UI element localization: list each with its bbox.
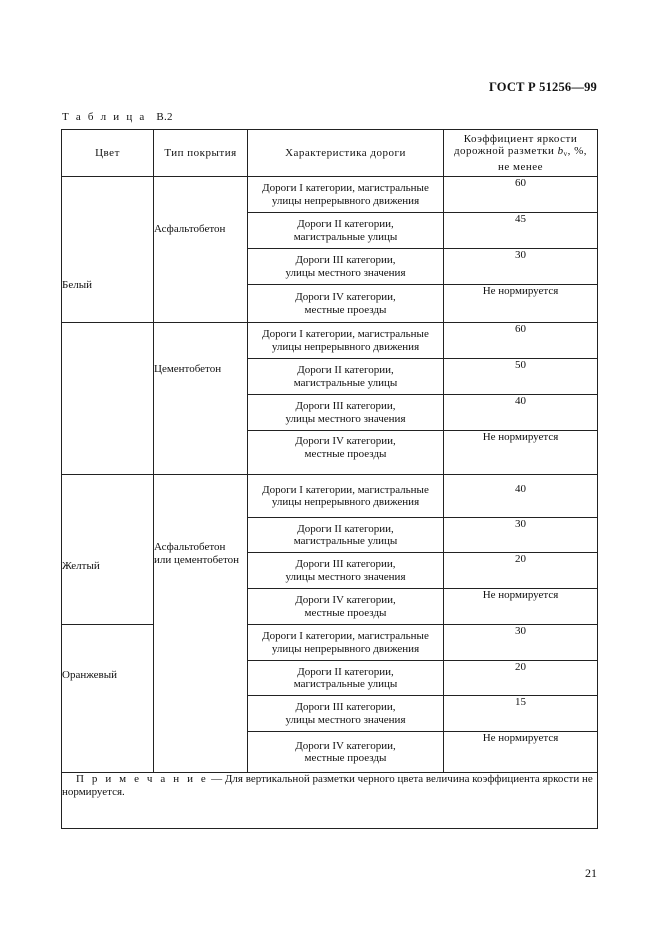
road-cell: Дороги III категории, улицы местного значения bbox=[248, 553, 444, 589]
value-cell: 60 bbox=[444, 177, 598, 213]
surface-cell-asphalt: Асфальтобетон bbox=[154, 177, 248, 323]
page-number: 21 bbox=[585, 866, 597, 880]
color-cell-white: Белый bbox=[62, 177, 154, 323]
header-surface: Тип покрытия bbox=[154, 130, 248, 177]
header-color: Цвет bbox=[62, 130, 154, 177]
table-row bbox=[62, 177, 598, 213]
road-cell: Дороги IV категории, местные проезды bbox=[248, 431, 444, 475]
value-cell: 20 bbox=[444, 553, 598, 589]
road-cell: Дороги II категории, магистральные улицы bbox=[248, 213, 444, 249]
note-text: — Для вертикальной разметки черного цвета величина коэффициента яркости не нормируется. bbox=[62, 773, 593, 798]
road-cell: Дороги II категории, магистральные улицы bbox=[248, 661, 444, 696]
table-note-row bbox=[62, 773, 598, 829]
road-cell: Дороги IV категории, местные проезды bbox=[248, 285, 444, 323]
value-cell: 40 bbox=[444, 475, 598, 518]
coefficient-symbol: b bbox=[557, 145, 564, 158]
document-header: ГОСТ Р 51256—99 bbox=[488, 80, 597, 94]
color-cell-continued bbox=[62, 323, 154, 475]
brightness-coefficient-table bbox=[61, 129, 598, 829]
road-cell: Дороги I категории, магистральные улицы непрерывного движения bbox=[248, 177, 444, 213]
coefficient-subscript: v bbox=[563, 150, 568, 159]
value-cell: 50 bbox=[444, 359, 598, 395]
road-cell: Дороги III категории, улицы местного значения bbox=[248, 395, 444, 431]
value-cell: Не нормируется bbox=[444, 589, 598, 625]
value-cell: 30 bbox=[444, 625, 598, 661]
header-coefficient bbox=[444, 130, 598, 177]
road-cell: Дороги III категории, улицы местного значения bbox=[248, 696, 444, 732]
value-cell: 30 bbox=[444, 518, 598, 553]
value-cell: Не нормируется bbox=[444, 732, 598, 773]
table-caption-number: В.2 bbox=[156, 111, 173, 123]
value-cell: 20 bbox=[444, 661, 598, 696]
road-cell: Дороги II категории, магистральные улицы bbox=[248, 359, 444, 395]
header-coefficient-line1: Коэффициент яркости bbox=[463, 132, 578, 145]
road-cell: Дороги IV категории, местные проезды bbox=[248, 732, 444, 773]
value-cell: 45 bbox=[444, 213, 598, 249]
color-cell-yellow: Желтый bbox=[62, 475, 154, 625]
table-caption bbox=[62, 111, 173, 123]
color-cell-orange: Оранжевый bbox=[62, 625, 154, 773]
road-cell: Дороги I категории, магистральные улицы непрерывного движения bbox=[248, 475, 444, 518]
value-cell: 30 bbox=[444, 249, 598, 285]
road-cell: Дороги I категории, магистральные улицы непрерывного движения bbox=[248, 625, 444, 661]
road-cell: Дороги I категории, магистральные улицы непрерывного движения bbox=[248, 323, 444, 359]
header-coefficient-line2: дорожной разметки $b_v$, %, bbox=[453, 145, 588, 159]
road-cell: Дороги II категории, магистральные улицы bbox=[248, 518, 444, 553]
value-cell: 40 bbox=[444, 395, 598, 431]
value-cell: 60 bbox=[444, 323, 598, 359]
note-label: П р и м е ч а н и е bbox=[76, 773, 209, 785]
table-header-row bbox=[62, 130, 598, 177]
table-row bbox=[62, 475, 598, 518]
value-cell: 15 bbox=[444, 696, 598, 732]
road-cell: Дороги IV категории, местные проезды bbox=[248, 589, 444, 625]
table-caption-label: Т а б л и ц а bbox=[62, 111, 147, 123]
header-coefficient-line3: не менее bbox=[497, 160, 543, 173]
table-row bbox=[62, 625, 598, 661]
header-road: Характеристика дороги bbox=[248, 130, 444, 177]
value-cell: Не нормируется bbox=[444, 285, 598, 323]
road-cell: Дороги III категории, улицы местного значения bbox=[248, 249, 444, 285]
surface-cell-asphalt-or-cement: Асфальтобетон или цементобетон bbox=[154, 475, 248, 773]
table-note bbox=[62, 773, 598, 829]
table-row bbox=[62, 323, 598, 359]
value-cell: Не нормируется bbox=[444, 431, 598, 475]
surface-cell-cement: Цементобетон bbox=[154, 323, 248, 475]
